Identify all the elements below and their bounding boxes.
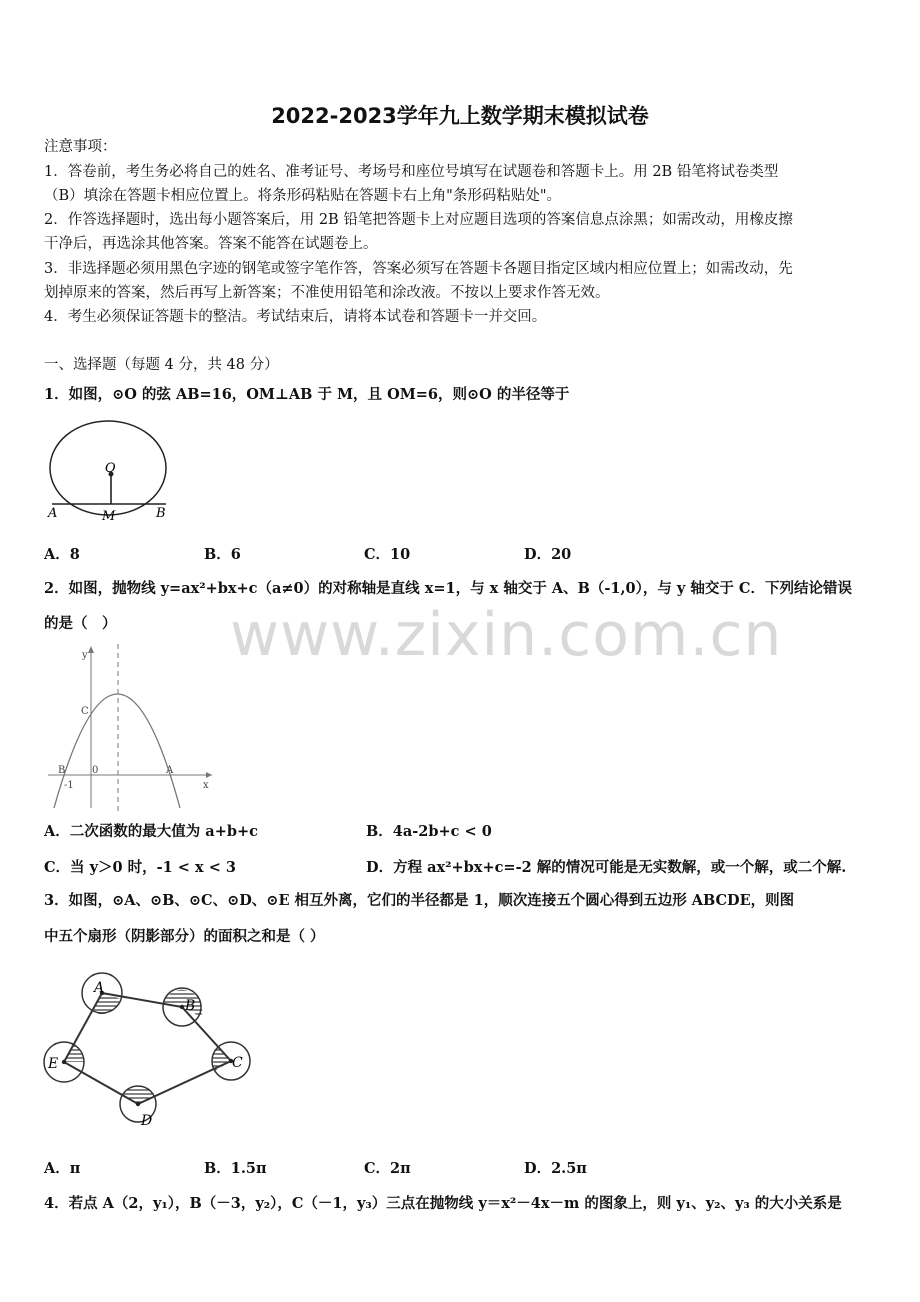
q2-option-a: A．二次函数的最大值为 a+b+c — [44, 823, 258, 840]
q3-option-d: D．2.5π — [524, 1160, 587, 1177]
question-2-stem-cont: 的是（ ） — [44, 615, 117, 632]
q2-option-b: B．4a-2b+c < 0 — [366, 823, 492, 840]
notice-line: 4．考生必须保证答题卡的整洁。考试结束后，请将本试卷和答题卡一并交回。 — [44, 309, 547, 325]
notice-heading: 注意事项： — [44, 139, 117, 155]
section-heading: 一、选择题（每题 4 分，共 48 分） — [44, 357, 279, 373]
label-e: E — [48, 1056, 59, 1072]
notice-line: 划掉原来的答案，然后再写上新答案；不准使用铅笔和涂改液。不按以上要求作答无效。 — [44, 285, 610, 301]
q1-option-a: A．8 — [44, 546, 80, 563]
label-a: A — [48, 506, 58, 521]
q2-parabola-figure — [44, 642, 220, 812]
q1-option-b: B．6 — [204, 546, 241, 563]
q2-option-c: C．当 y＞0 时，-1 < x < 3 — [44, 859, 236, 876]
question-3-stem-cont: 中五个扇形（阴影部分）的面积之和是（ ） — [44, 928, 325, 945]
q3-option-a: A．π — [44, 1160, 81, 1177]
label-c: C — [232, 1055, 243, 1071]
q3-option-c: C．2π — [364, 1160, 411, 1177]
label-d: D — [141, 1113, 153, 1129]
watermark: www.zixin.com.cn — [230, 600, 783, 670]
label-zero: 0 — [92, 765, 99, 776]
label-b: B — [156, 506, 166, 521]
label-b: B — [185, 998, 196, 1014]
notice-line: （B）填涂在答题卡相应位置上。将条形码粘贴在答题卡右上角"条形码粘贴处"。 — [44, 188, 561, 204]
label-m: M — [102, 509, 116, 524]
q3-option-b: B．1.5π — [204, 1160, 267, 1177]
question-1-stem: 1．如图，⊙O 的弦 AB=16，OM⊥AB 于 M，且 OM=6，则⊙O 的半径等于 — [44, 386, 570, 403]
notice-line: 1．答卷前，考生务必将自己的姓名、准考证号、考场号和座位号填写在试题卷和答题卡上。用 2B 铅笔将试卷类型 — [44, 164, 779, 180]
label-b: B — [58, 765, 66, 776]
q3-pentagon-figure — [40, 972, 256, 1138]
label-x: x — [203, 780, 209, 791]
q1-option-d: D．20 — [524, 546, 572, 563]
label-y: y — [82, 650, 88, 661]
question-3-stem: 3．如图，⊙A、⊙B、⊙C、⊙D、⊙E 相互外离，它们的半径都是 1，顺次连接五个圆心得到五边形 ABCDE，则图 — [44, 892, 795, 909]
label-a: A — [166, 765, 174, 776]
label-neg1: -1 — [64, 780, 74, 791]
q1-option-c: C．10 — [364, 546, 411, 563]
notice-line: 3．非选择题必须用黑色字迹的钢笔或签字笔作答，答案必须写在答题卡各题目指定区域内相应位置上；如需改动，先 — [44, 261, 793, 277]
q1-circle-figure — [44, 420, 174, 525]
notice-line: 干净后，再选涂其他答案。答案不能答在试题卷上。 — [44, 236, 378, 252]
label-a: A — [94, 980, 105, 996]
page-title: 2022-2023学年九上数学期末模拟试卷 — [271, 104, 649, 128]
q2-option-d: D．方程 ax²+bx+c=-2 解的情况可能是无实数解，或一个解，或二个解. — [366, 859, 847, 876]
label-o: O — [105, 461, 116, 476]
label-c: C — [81, 706, 89, 717]
question-4-stem: 4．若点 A（2，y₁），B（－3，y₂），C（－1，y₃）三点在抛物线 y＝x²－4x－m 的图象上，则 y₁、y₂、y₃ 的大小关系是 — [44, 1195, 842, 1212]
question-2-stem: 2．如图，抛物线 y=ax²+bx+c（a≠0）的对称轴是直线 x=1，与 x 轴交于 A、B（-1,0），与 y 轴交于 C．下列结论错误 — [44, 580, 852, 597]
notice-line: 2．作答选择题时，选出每小题答案后，用 2B 铅笔把答题卡上对应题目选项的答案信息点涂黑；如需改动，用橡皮擦 — [44, 212, 793, 228]
